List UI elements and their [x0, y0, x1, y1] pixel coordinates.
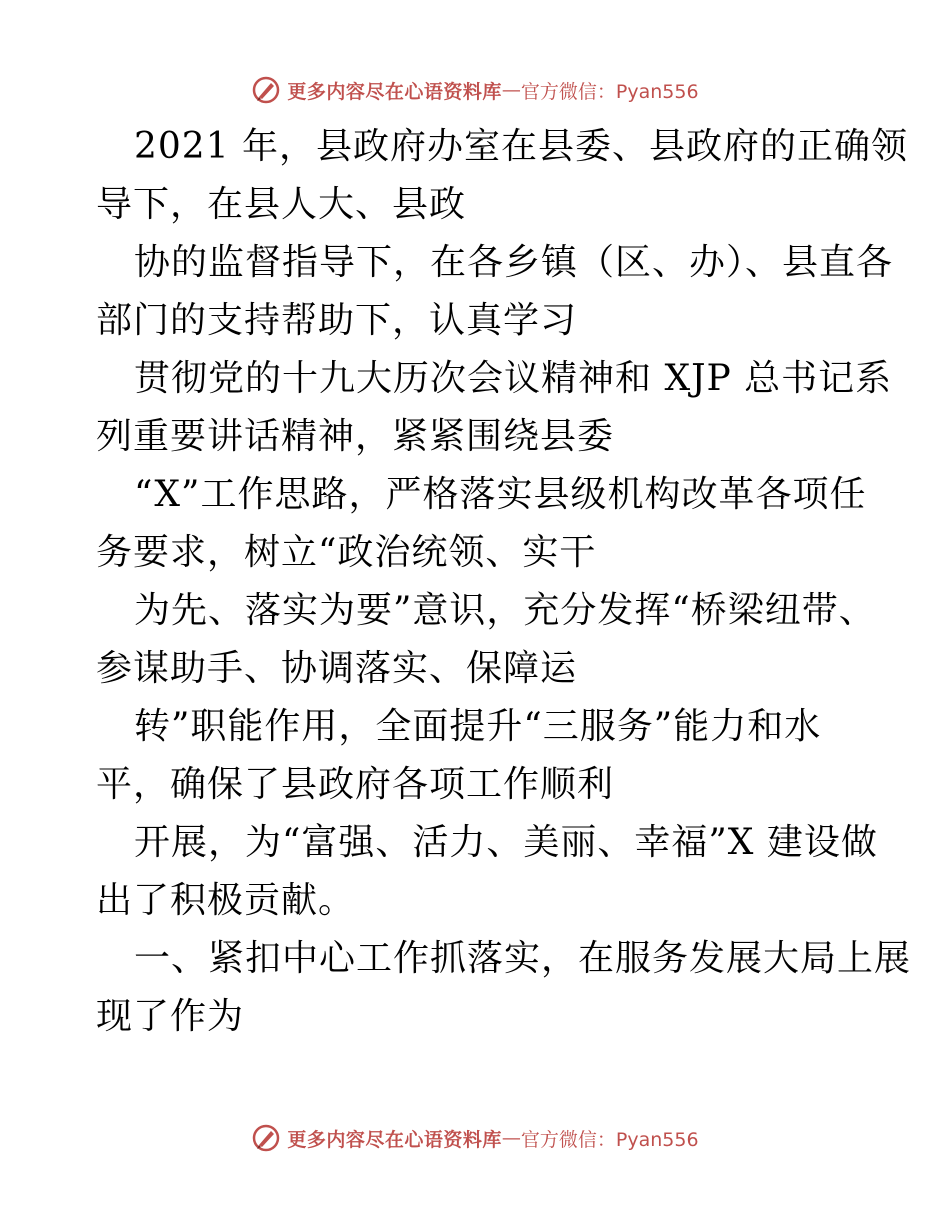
- text-line: 转”职能作用，全面提升“三服务”能力和水: [134, 706, 822, 747]
- text-line: 2021 年，县政府办室在县委、县政府的正确领: [134, 126, 909, 167]
- document-body: [96, 118, 912, 1046]
- quill-pen-logo-icon: [251, 1123, 281, 1153]
- text-line: “X”工作思路，严格落实县级机构改革各项任: [134, 474, 867, 515]
- footer-watermark: [0, 1118, 950, 1158]
- text-line: 务要求，树立“政治统领、实干: [96, 532, 597, 573]
- watermark-separator: —: [501, 1127, 521, 1149]
- section-heading: 一、紧扣中心工作抓落实，在服务发展大局上展: [134, 938, 912, 979]
- text-line: 开展，为“富强、活力、美丽、幸福”X 建设做: [134, 822, 878, 863]
- watermark-brand: 更多内容尽在心语资料库: [287, 1128, 502, 1151]
- watermark-brand: 更多内容尽在心语资料库: [287, 80, 502, 103]
- watermark-contact: 官方微信：Pyan556: [520, 1128, 699, 1151]
- quill-pen-logo-icon: [251, 75, 281, 105]
- watermark-contact: 官方微信：Pyan556: [520, 80, 699, 103]
- section-heading-continued: 现了作为: [96, 996, 245, 1037]
- text-line: 协的监督指导下，在各乡镇（区、办）、县直各: [134, 242, 894, 283]
- text-line: 贯彻党的十九大历次会议精神和 XJP 总书记系: [134, 358, 893, 399]
- text-line: 列重要讲话精神，紧紧围绕县委: [96, 416, 615, 457]
- text-line: 平，确保了县政府各项工作顺利: [96, 764, 615, 805]
- text-line: 为先、落实为要”意识，充分发挥“桥梁纽带、: [134, 590, 876, 631]
- text-line: 导下，在县人大、县政: [96, 184, 467, 225]
- text-line: 参谋助手、协调落实、保障运: [96, 648, 578, 689]
- text-line: 出了积极贡献。: [96, 880, 356, 921]
- text-line: 部门的支持帮助下，认真学习: [96, 300, 578, 341]
- header-watermark: [0, 70, 950, 110]
- watermark-separator: —: [501, 79, 521, 101]
